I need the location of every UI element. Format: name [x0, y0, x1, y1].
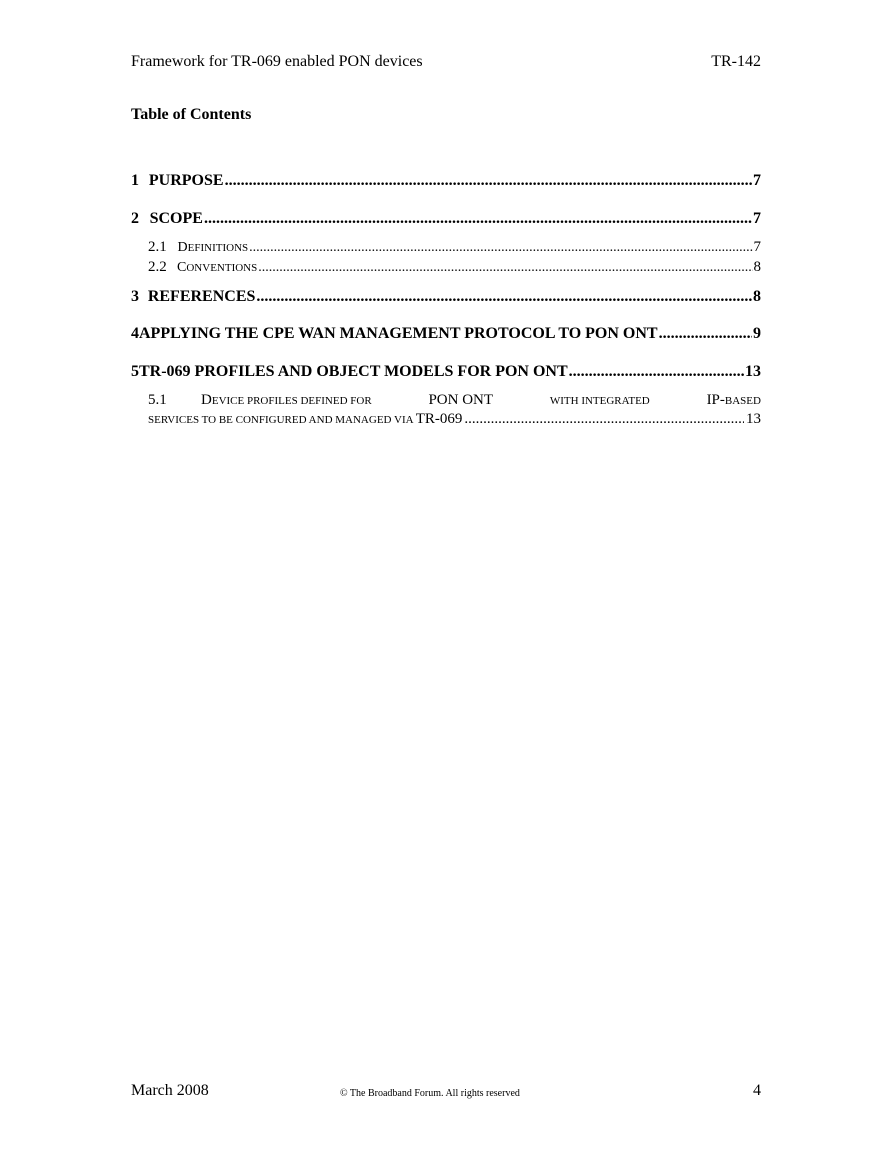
- toc-entry-number: 5.1: [148, 392, 167, 408]
- header-doc-id: TR-142: [711, 53, 761, 70]
- toc-entry-number: 1: [131, 172, 139, 189]
- footer-date: March 2008: [131, 1082, 209, 1099]
- toc-entry-applying-cwmp[interactable]: [131, 325, 761, 343]
- toc-entry-page: 8: [753, 288, 761, 305]
- toc-entry-page: 13: [746, 411, 761, 427]
- toc-entry-page: 9: [753, 325, 761, 342]
- toc-leader-dots: [464, 411, 744, 428]
- toc-entry-tr069-profiles[interactable]: [131, 363, 761, 381]
- toc-entry-purpose[interactable]: [131, 172, 761, 190]
- toc-entry-line-2: [148, 411, 761, 428]
- toc-entry-page: 13: [745, 363, 761, 380]
- toc-entry-number: 2: [131, 210, 139, 227]
- toc-entry-title: CONVENTIONS: [177, 260, 258, 275]
- footer-copyright: © The Broadband Forum. All rights reserved: [340, 1088, 520, 1099]
- toc-entry-conventions[interactable]: [148, 259, 761, 276]
- toc-leader-dots: [258, 260, 752, 276]
- toc-entry-number: 4: [131, 325, 139, 342]
- toc-leader-dots: [204, 210, 752, 228]
- toc-leader-dots: [249, 240, 752, 256]
- toc-entry-number: 2.1: [148, 239, 167, 255]
- toc-entry-page: 7: [753, 210, 761, 227]
- toc-entry-title: SCOPE: [149, 210, 203, 227]
- toc-entry-title: PURPOSE: [148, 172, 224, 189]
- toc-entry-scope[interactable]: [131, 210, 761, 228]
- toc-entry-line-1: 5.1 DEVICE PROFILES DEFINED FOR PON ONT WITH INTEGRATED IP-BASED: [148, 392, 761, 408]
- toc-leader-dots: [569, 363, 744, 381]
- toc-entry-title: REFERENCES: [147, 288, 256, 305]
- toc-entry-title: SERVICES TO BE CONFIGURED AND MANAGED VIA TR-069: [148, 411, 463, 427]
- toc-entry-number: 2.2: [148, 259, 167, 275]
- toc-entry-title: TR-069 PROFILES AND OBJECT MODELS FOR PON ONT: [139, 363, 568, 380]
- toc-heading: Table of Contents: [131, 106, 252, 123]
- toc-entry-definitions[interactable]: [148, 239, 761, 256]
- toc-entry-page: 7: [753, 239, 761, 255]
- toc-entry-title: APPLYING THE CPE WAN MANAGEMENT PROTOCOL TO PON ONT: [139, 325, 658, 342]
- header-title: Framework for TR-069 enabled PON devices: [131, 53, 423, 70]
- toc-leader-dots: [659, 325, 752, 343]
- toc-entry-device-profiles[interactable]: [148, 392, 761, 428]
- footer-page-number: 4: [753, 1082, 761, 1099]
- toc-leader-dots: [225, 172, 752, 190]
- toc-entry-page: 7: [753, 172, 761, 189]
- toc-entry-title: DEFINITIONS: [177, 240, 249, 255]
- toc-leader-dots: [256, 288, 752, 306]
- toc-entry-page: 8: [753, 259, 761, 275]
- toc-entry-number: 3: [131, 288, 139, 305]
- toc-entry-number: 5: [131, 363, 139, 380]
- toc-entry-references[interactable]: [131, 288, 761, 306]
